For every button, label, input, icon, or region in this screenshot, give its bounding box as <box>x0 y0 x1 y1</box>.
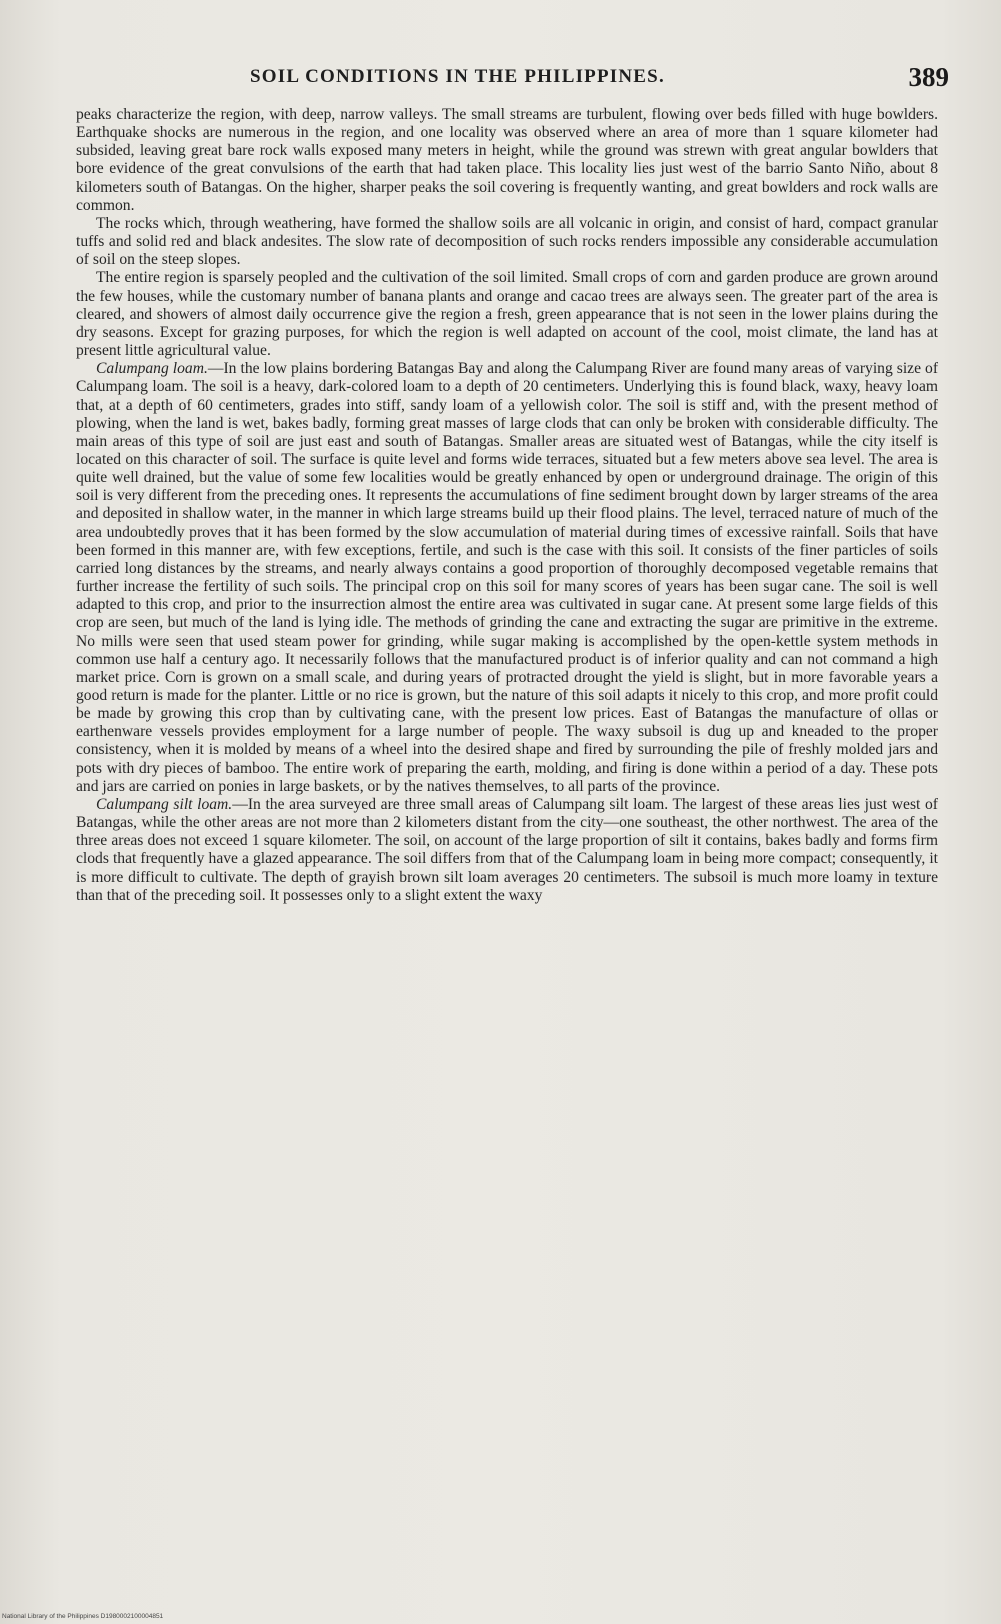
body-text <box>76 106 938 1546</box>
paragraph-calumpang-loam <box>76 360 938 796</box>
paragraph-calumpang-loam-text: —In the low plains bordering Batangas Bay and along the Calumpang River are found many areas of varying size of Calumpang loam. The soil is a heavy, dark-colored loam to a depth of 20 centimeters. Underlying this is found black, waxy, heavy loam that, at a depth of 60 centimeters, grades into stiff, sandy loam of a yellowish color. The soil is stiff and, with the present method of plowing, when the land is wet, bakes badly, forming great masses of large clods that can only be broken with considerable difficulty. The main areas of this type of soil are just east and south of Batangas. Smaller areas are situated west of Batangas, while the city itself is located on this character of soil. The surface is quite level and forms wide terraces, situated but a few meters above sea level. The area is quite well drained, but the value of some few localities would be greatly enhanced by open or underground drainage. The origin of this soil is very different from the preceding ones. It represents the accumulations of fine sediment brought down by larger streams of the area and deposited in shallow water, in the manner in which large streams build up their flood plains. The level, terraced nature of much of the area undoubtedly proves that it has been formed by the slow accumulation of material during times of excessive rainfall. Soils that have been formed in this manner are, with few exceptions, fertile, and such is the case with this soil. It consists of the finer particles of soils carried long distances by the streams, and nearly always contains a good proportion of thoroughly decomposed vegetable remains that further increase the fertility of such soils. The principal crop on this soil for many scores of years has been sugar cane. The soil is well adapted to this crop, and prior to the insurrection almost the entire area was cultivated in sugar cane. At present some large fields of this crop are seen, but much of the land is lying idle. The methods of grinding the cane and extracting the sugar are primitive in the extreme. No mills were seen that used steam power for grinding, while sugar making is accomplished by the open-kettle system methods in common use half a century ago. It necessarily follows that the manufactured product is of inferior quality and can not command a high market price. Corn is grown on a small scale, and during years of protracted drought the yield is slight, but in more favorable years a good return is made for the planter. Little or no rice is grown, but the nature of this soil adapts it nicely to this crop, and more profit could be made by growing this crop than by cultivating cane, with the present low prices. East of Batangas the manufacture of ollas or earthenware vessels provides employment for a large number of people. The waxy subsoil is dug up and kneaded to the proper consistency, when it is molded by means of a wheel into the desired shape and fired by surrounding the pile of freshly molded jars and pots with dry pieces of bamboo. The entire work of preparing the earth, molding, and firing is done within a period of a day. These pots and jars are carried on ponies in large baskets, or by the natives themselves, to all parts of the province. <box>76 360 938 795</box>
running-title: SOIL CONDITIONS IN THE PHILIPPINES. <box>250 66 665 87</box>
section-heading-calumpang-loam: Calumpang loam. <box>96 360 208 378</box>
footer-credit: National Library of the Philippines D1980002100004851 <box>2 1613 164 1620</box>
paragraph-calumpang-silt-loam-text: —In the area surveyed are three small areas of Calumpang silt loam. The largest of these areas lies just west of Batangas, while the other areas are not more than 2 kilometers distant from the city—one southeast, the other northwest. The area of the three areas does not exceed 1 square kilometer. The soil, on account of the large proportion of silt it contains, bakes badly and forms firm clods that frequently have a glazed appearance. The soil differs from that of the Calumpang loam in being more compact; consequently, it is more difficult to cultivate. The depth of grayish brown silt loam averages 20 centimeters. The subsoil is much more loamy in texture than that of the preceding soil. It possesses only to a slight extent the waxy <box>76 795 938 904</box>
paragraph-1-text: peaks characterize the region, with deep, narrow valleys. The small streams are turbulent, flowing over beds filled with huge bowlders. Earthquake shocks are numerous in the region, and one locality was observed where an area of more than 1 square kilometer had subsided, leaving great bare rock walls exposed many meters in height, while the ground was strewn with great angular bowlders that bore evidence of the great convulsions of the earth that had taken place. This locality lies just west of the barrio Santo Niño, about 8 kilometers south of Batangas. On the higher, sharper peaks the soil covering is frequently wanting, and great bowlders and rock walls are common. <box>76 106 938 214</box>
paragraph-2-text: The rocks which, through weathering, have formed the shallow soils are all volcanic in origin, and consist of hard, compact granular tuffs and solid red and black andesites. The slow rate of decomposition of such rocks renders impossible any considerable accumulation of soil on the steep slopes. <box>76 214 938 269</box>
paragraph-2 <box>76 215 938 269</box>
paragraph-1 <box>76 106 938 215</box>
paragraph-3 <box>76 269 938 360</box>
section-heading-calumpang-silt-loam: Calumpang silt loam. <box>96 795 233 813</box>
paragraph-calumpang-silt-loam <box>76 796 938 905</box>
running-head <box>0 62 1001 102</box>
paragraph-3-text: The entire region is sparsely peopled and the cultivation of the soil limited. Small crops of corn and garden produce are grown around the few houses, while the customary number of banana plants and orange and cacao trees are always seen. The greater part of the area is cleared, and showers of almost daily occurrence give the region a fresh, green appearance that is not seen in the lower plains during the dry seasons. Except for grazing purposes, for which the region is well adapted on account of the cool, moist climate, the land has at present little agricultural value. <box>76 269 938 360</box>
page-number: 389 <box>908 62 949 92</box>
